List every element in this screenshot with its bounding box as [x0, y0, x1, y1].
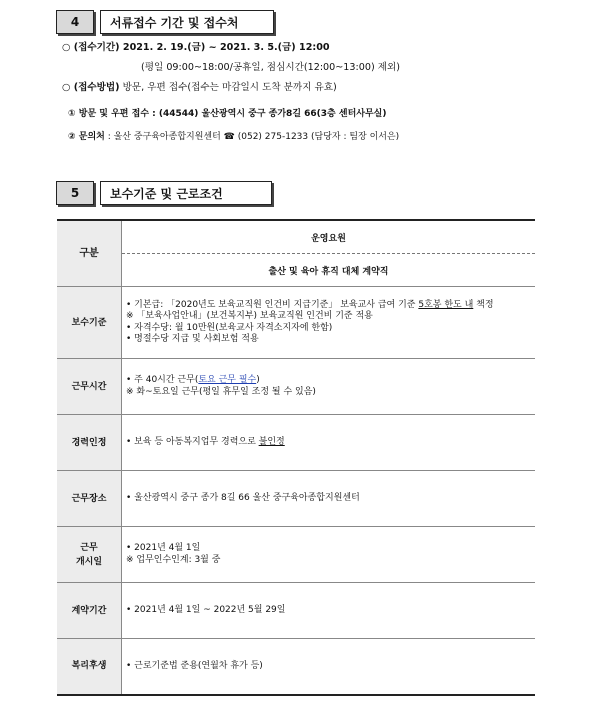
- row-label-start: 근무 개시일: [57, 527, 122, 583]
- career-line-1: • 보육 등 아동복지업무 경력으로 불인정: [126, 436, 285, 447]
- section-5-heading: [56, 181, 272, 205]
- welfare-line-1: • 근로기준법 준용(연월차 휴가 등): [126, 660, 263, 671]
- table-row: [57, 287, 535, 359]
- place-line-1: • 울산광역시 중구 종가 8길 66 울산 중구육아종합지원센터: [126, 492, 360, 503]
- pay-line-3: • 자격수당: 월 10만원(보육교사 자격소지자에 한함): [126, 322, 333, 333]
- start-line-1: • 2021년 4월 1일: [126, 543, 201, 553]
- section-5-number: 5: [56, 181, 94, 205]
- row-content-place: [122, 471, 536, 527]
- inquiry-info: [68, 131, 399, 143]
- section-4-number: 4: [56, 10, 94, 34]
- submission-method-label: ○ (접수방법): [62, 82, 120, 93]
- phone-icon: ☎: [223, 132, 235, 142]
- inquiry-label: ② 문의처: [68, 132, 105, 142]
- table-header-row: [57, 220, 535, 254]
- table-row: [57, 583, 535, 639]
- row-content-pay: [122, 287, 536, 359]
- row-content-term: [122, 583, 536, 639]
- table-row: [57, 527, 535, 583]
- header-role: 운영요원: [122, 220, 536, 254]
- section-4-title: 서류접수 기간 및 접수처: [100, 10, 274, 34]
- pay-line-2: ※ 「보육사업안내」(보건복지부) 보육교직원 인건비 기준 적용: [126, 311, 373, 321]
- header-contract-type: 출산 및 육아 휴직 대체 계약직: [122, 254, 536, 287]
- row-label-hours: 근무시간: [57, 359, 122, 415]
- submission-method: [62, 82, 337, 94]
- pay-line-4: • 명절수당 지급 및 사회보험 적용: [126, 334, 259, 344]
- visit-address: ① 방문 및 우편 접수 : (44544) 울산광역시 중구 종가8길 66(3층 센터사무실): [68, 109, 387, 119]
- term-line-1: • 2021년 4월 1일 ~ 2022년 5월 29일: [126, 604, 286, 615]
- conditions-table: [57, 219, 535, 696]
- pay-line-1: • 기본급: 「2020년도 보육교직원 인건비 지급기준」 보육교사 급여 기준 5호봉 한도 내 책정: [126, 299, 494, 310]
- table-row: [57, 639, 535, 695]
- row-content-career: [122, 415, 536, 471]
- start-line-2: ※ 업무인수인계: 3월 중: [126, 554, 221, 565]
- submission-period-note: (평일 09:00~18:00/공휴일, 점심시간(12:00~13:00) 제외): [141, 62, 401, 73]
- row-label-term: 계약기간: [57, 583, 122, 639]
- column-label: 구분: [57, 220, 122, 287]
- row-content-hours: [122, 359, 536, 415]
- inquiry-text: : 울산 중구육아종합지원센터: [104, 132, 224, 142]
- section-5-title: 보수기준 및 근로조건: [100, 181, 272, 205]
- row-label-career: 경력인정: [57, 415, 122, 471]
- hours-line-2: ※ 화~토요일 근무(평일 휴무일 조정 될 수 있음): [126, 386, 316, 397]
- submission-method-text: 방문, 우편 접수(접수는 마감일시 도착 분까지 유효): [119, 82, 337, 93]
- row-content-start: [122, 527, 536, 583]
- table-row: [57, 415, 535, 471]
- row-label-place: 근무장소: [57, 471, 122, 527]
- table-row: [57, 471, 535, 527]
- table-row: [57, 359, 535, 415]
- inquiry-phone: (052) 275-1233 (담당자 : 팀장 이서은): [234, 132, 400, 142]
- submission-period: ○ (접수기간) 2021. 2. 19.(금) ~ 2021. 3. 5.(금) 12:00: [62, 42, 330, 53]
- row-label-welfare: 복리후생: [57, 639, 122, 695]
- hours-line-1: • 주 40시간 근무(토요 근무 필수): [126, 375, 260, 385]
- section-4-heading: [56, 10, 274, 34]
- row-label-pay: 보수기준: [57, 287, 122, 359]
- table-header-row-2: [57, 254, 535, 287]
- row-content-welfare: [122, 639, 536, 695]
